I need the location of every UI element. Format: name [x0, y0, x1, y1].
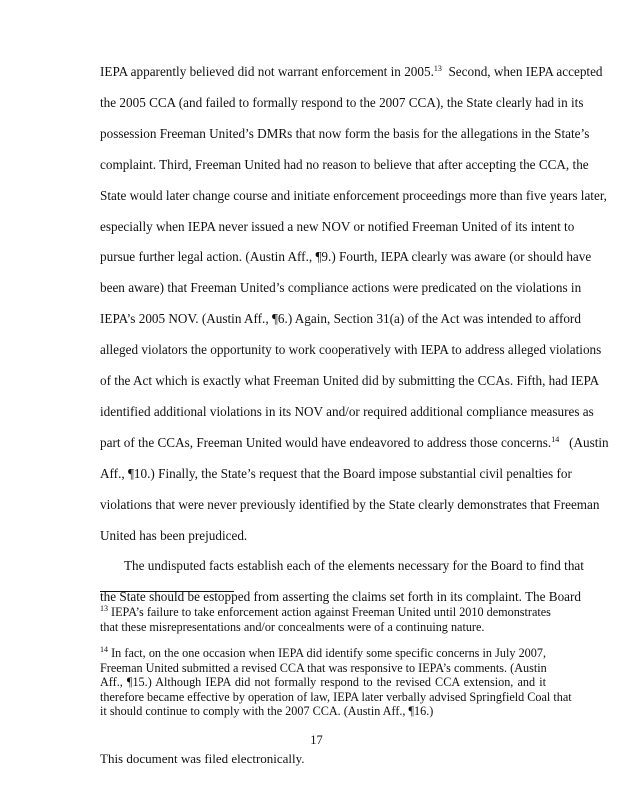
- footnote-line: [100, 646, 546, 661]
- body-line: State would later change course and initiate enforcement proceedings more than five years later,: [100, 187, 607, 203]
- footnote-ref: 14: [551, 434, 560, 444]
- footnote-line: Aff., ¶15.) Although IEPA did not formally respond to the revised CCA extension, and it: [100, 675, 546, 689]
- body-line: of the Act which is exactly what Freeman United did by submitting the CCAs. Fifth, had IEPA: [100, 373, 600, 388]
- line-text: (Austin: [569, 434, 609, 450]
- line-text: Second, when IEPA accepted: [448, 64, 603, 79]
- body-line: alleged violators the opportunity to work cooperatively with IEPA to address alleged violations: [100, 342, 602, 358]
- body-line: violations that were never previously identified by the State clearly demonstrates that Freeman: [100, 496, 600, 512]
- page-number: 17: [310, 733, 323, 747]
- body-line: [100, 64, 603, 80]
- footnote-13: [100, 604, 551, 634]
- body-line: IEPA’s 2005 NOV. (Austin Aff., ¶6.) Again, Section 31(a) of the Act was intended to afford: [100, 311, 581, 327]
- filing-footer: This document was filed electronically.: [100, 751, 305, 766]
- body-line: Aff., ¶10.) Finally, the State’s request that the Board impose substantial civil penalties for: [100, 465, 572, 481]
- footnote-line: that these misrepresentations and/or concealments were of a continuing nature.: [100, 619, 485, 634]
- body-line: identified additional violations in its NOV and/or required additional compliance measures as: [100, 403, 594, 419]
- body-line: the State should be estopped from asserting the claims set forth in its complaint. The Board: [100, 589, 582, 605]
- footnote-line: it should continue to comply with the 2007 CCA. (Austin Aff., ¶16.): [100, 704, 434, 718]
- footnote-line: Freeman United submitted a revised CCA that was responsive to IEPA’s comments. (Austin: [100, 660, 547, 675]
- footnote-line: [100, 604, 551, 620]
- footnote-line: therefore became effective by operation of law, IEPA later verbally advised Springfield Coal that: [100, 689, 572, 704]
- body-line: [100, 434, 609, 451]
- footnote-number: 13: [100, 604, 108, 613]
- body-line: complaint. Third, Freeman United had no reason to believe that after accepting the CCA, the: [100, 156, 589, 172]
- body-line: the 2005 CCA (and failed to formally respond to the 2007 CCA), the State clearly had in its: [100, 94, 584, 110]
- footnote-14: [100, 645, 572, 719]
- body-line: possession Freeman United’s DMRs that now form the basis for the allegations in the State’s: [100, 125, 590, 141]
- line-text: part of the CCAs, Freeman United would have endeavored to address those concerns.: [100, 434, 552, 450]
- footnote-ref: 13: [433, 64, 442, 73]
- body-line: pursue further legal action. (Austin Aff., ¶9.) Fourth, IEPA clearly was aware (or should have: [100, 249, 592, 265]
- body-line: The undisputed facts establish each of the elements necessary for the Board to find that: [124, 558, 584, 574]
- body-line: been aware) that Freeman United’s compliance actions were predicated on the violations in: [100, 280, 582, 296]
- footnote-number: 14: [100, 645, 108, 654]
- line-text: IEPA’s failure to take enforcement action against Freeman United until 2010 demonstrates: [111, 605, 551, 619]
- line-text: In fact, on the one occasion when IEPA did identify some specific concerns in July 2007,: [111, 646, 546, 660]
- body-line: United has been prejudiced.: [100, 527, 248, 543]
- line-text: IEPA apparently believed did not warrant enforcement in 2005.: [100, 64, 434, 79]
- body-line: especially when IEPA never issued a new NOV or notified Freeman United of its intent to: [100, 218, 575, 234]
